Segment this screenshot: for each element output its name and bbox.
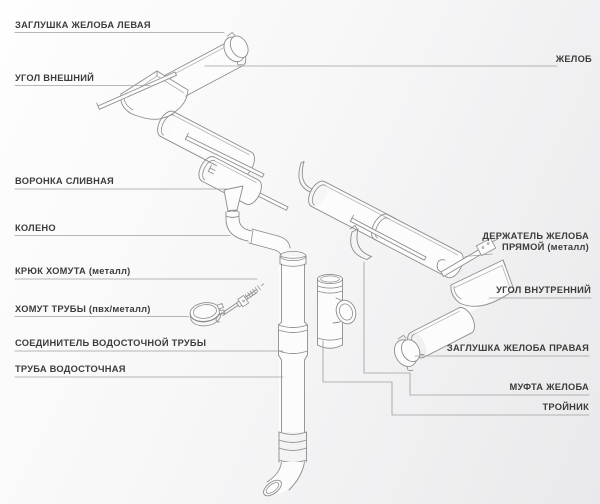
gutter-hook-round bbox=[299, 162, 312, 193]
label-gutter-bracket-line2: ПРЯМОЙ (металл) bbox=[502, 241, 589, 252]
label-pipe-clamp: ХОМУТ ТРУБЫ (пвх/металл) bbox=[15, 304, 151, 314]
label-gutter-end-cap-left: ЗАГЛУШКА ЖЕЛОБА ЛЕВАЯ bbox=[15, 20, 151, 30]
label-drain-funnel: ВОРОНКА СЛИВНАЯ bbox=[15, 176, 114, 186]
label-inner-corner: УГОЛ ВНУТРЕННИЙ bbox=[496, 285, 591, 295]
label-gutter-end-cap-right: ЗАГЛУШКА ЖЕЛОБА ПРАВАЯ bbox=[446, 343, 589, 353]
label-gutter-bracket bbox=[482, 231, 589, 252]
label-gutter-coupling: МУФТА ЖЕЛОБА bbox=[509, 382, 589, 392]
downpipe bbox=[261, 251, 308, 498]
label-elbow: КОЛЕНО bbox=[15, 223, 56, 233]
gutter-section-mid-1 bbox=[154, 108, 259, 181]
label-clamp-hook: КРЮК ХОМУТА (металл) bbox=[15, 266, 131, 276]
label-pipe-connector: СОЕДИНИТЕЛЬ ВОДОСТОЧНОЙ ТРУБЫ bbox=[15, 338, 207, 348]
clamp-hook-plate bbox=[235, 295, 248, 308]
label-tee-piece: ТРОЙНИК bbox=[542, 402, 589, 412]
label-gutter-bracket-line1: ДЕРЖАТЕЛЬ ЖЕЛОБА bbox=[482, 231, 589, 241]
label-gutter: ЖЕЛОБ bbox=[555, 54, 592, 64]
label-outer-corner: УГОЛ ВНЕШНИЙ bbox=[15, 73, 95, 83]
elbow-assembly bbox=[226, 212, 290, 255]
label-downpipe: ТРУБА ВОДОСТОЧНАЯ bbox=[15, 364, 126, 374]
tee-piece bbox=[318, 274, 360, 348]
